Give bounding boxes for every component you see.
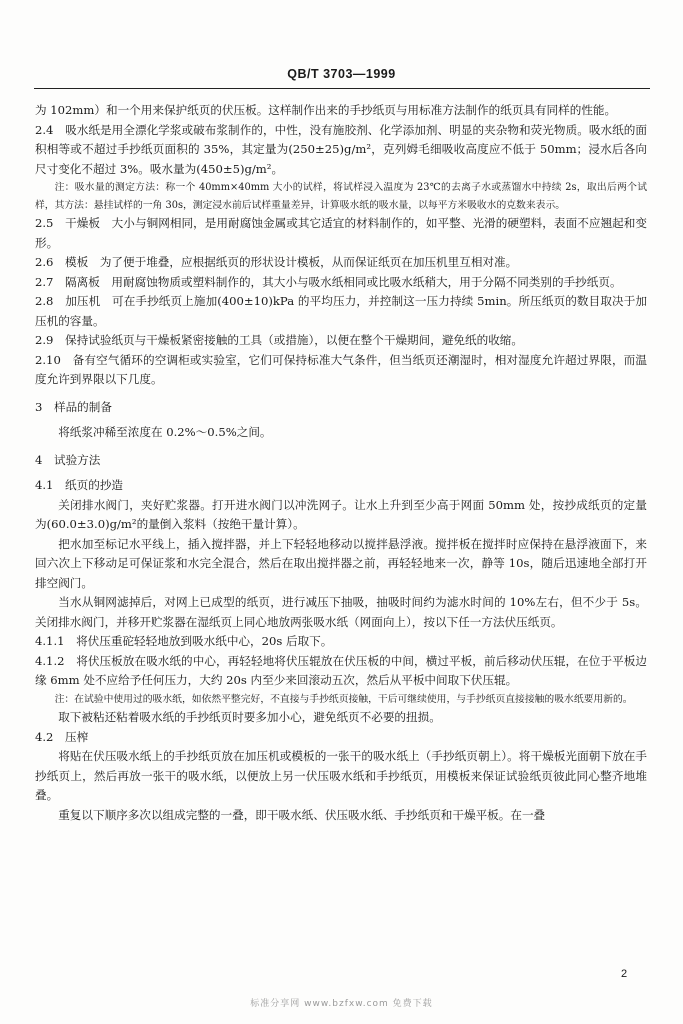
clause-2-6: 2.6 模板 为了便于堆叠，应根据纸页的形状设计模板，从而保证纸页在加压机里互相对准。 bbox=[35, 255, 518, 269]
document-body bbox=[35, 101, 647, 825]
clause-4-1-para-1: 关闭排水阀门，夹好贮浆器。打开进水阀门以冲洗网子。让水上升到至少高于网面 50mm 处，按抄成纸页的定量为(60.0±3.0)g/m²的量倒入浆料（按绝干量计算）。 bbox=[35, 497, 647, 531]
clause-4-2-heading: 4.2 压榨 bbox=[35, 729, 89, 744]
note-water-absorption: 注：吸水量的测定方法：称一个 40mm×40mm 大小的试样，将试样浸入温度为 23℃的去离子水或蒸馏水中持续 2s，取出后两个试样，其方法：悬挂试样的一角 30s，测定浸水前后试样重量差异，计算吸水纸的吸水量，以每平方米吸收水的克数来表示。 bbox=[35, 182, 647, 211]
header-rule bbox=[34, 88, 650, 89]
clause-2-8: 2.8 加压机 可在手抄纸页上施加(400±10)kPa 的平均压力，并控制这一压力持续 5min。所压纸页的数目取决于加压机的容量。 bbox=[35, 294, 647, 328]
clause-2-7: 2.7 隔离板 用耐腐蚀物质或塑料制作的，其大小与吸水纸相同或比吸水纸稍大，用于分隔不同类别的手抄纸页。 bbox=[35, 274, 622, 289]
standard-number-header: QB/T 3703—1999 bbox=[287, 67, 396, 81]
clause-4-1-2: 4.1.2 将伏压板放在吸水纸的中心，再轻轻地将伏压辊放在伏压板的中间，横过平板，前后移动伏压辊，在位于平板边缘 6mm 处不应给予任何压力，大约 20s 内至少来回滚动五次，然后从平板中间取下伏压辊。 bbox=[35, 653, 647, 687]
clause-4-2-para-2: 重复以下顺序多次以组成完整的一叠，即干吸水纸、伏压吸水纸、手抄纸页和干燥平板。在一叠 bbox=[58, 807, 546, 822]
clause-2-5: 2.5 干燥板 大小与铜网相同，是用耐腐蚀金属或其它适宜的材料制作的，如平整、光滑的硬塑料，表面不应翘起和变形。 bbox=[35, 216, 647, 250]
clause-2-10: 2.10 备有空气循环的空调柜或实验室，它们可保持标准大气条件，但当纸页还潮湿时，相对湿度允许超过界限，而温度允许到界限以下几度。 bbox=[35, 352, 647, 386]
section-3-text: 将纸浆冲稀至浓度在 0.2%～0.5%之间。 bbox=[58, 425, 272, 439]
note-blotting-paper: 注：在试验中使用过的吸水纸，如依然平整完好，不直接与手抄纸页接触，干后可继续使用，与手抄纸页直接接触的吸水纸要用新的。 bbox=[54, 693, 633, 705]
clause-4-1-1: 4.1.1 将伏压重砣轻轻地放到吸水纸中心，20s 后取下。 bbox=[35, 634, 333, 648]
clause-4-2-para-1: 将贴在伏压吸水纸上的手抄纸页放在加压机或模板的一张干的吸水纸上（手抄纸页朝上）。将干燥板光面朝下放在手抄纸页上，然后再放一张干的吸水纸，以便放上另一伏压吸水纸和手抄纸页，用模板来保证试验纸页彼此同心整齐地堆叠。 bbox=[35, 749, 647, 802]
section-3-heading: 3 样品的制备 bbox=[35, 399, 112, 414]
clause-4-1-para-4: 取下被粘还粘着吸水纸的手抄纸页时要多加小心，避免纸页不必要的扭损。 bbox=[58, 710, 441, 724]
clause-4-1-heading: 4.1 纸页的抄造 bbox=[35, 478, 124, 492]
section-4-heading: 4 试验方法 bbox=[35, 452, 101, 467]
watermark-text: 标准分享网 www.bzfxw.com 免费下载 bbox=[250, 999, 433, 1009]
clause-2-9: 2.9 保持试验纸页与干燥板紧密接触的工具（或措施），以便在整个干燥期间，避免纸的收缩。 bbox=[35, 333, 523, 347]
clause-2-4: 2.4 吸水纸是用全漂化学浆或破布浆制作的，中性，没有施胶剂、化学添加剂、明显的夹杂物和荧光物质。吸水纸的面积相等或不超过手抄纸页面积的 35%，其定量为(250±25)g/m²，克列姆毛细吸收高度应不低于 50mm；浸水后各向尺寸变化不超过 3%。吸水量为(450±5)g/m²。 bbox=[35, 122, 647, 176]
clause-4-1-para-2: 把水加至标记水平线上，插入搅拌器，并上下轻轻地移动以搅拌悬浮液。搅拌板在搅拌时应保持在悬浮液面下，来回六次上下移动足可保证浆和水完全混合，然后在取出搅拌器之前，再轻轻地来一次，静等 10s，随后迅速地全部打开排空阀门。 bbox=[35, 536, 647, 590]
page-number: 2 bbox=[621, 968, 628, 980]
paragraph-continuation: 为 102mm）和一个用来保护纸页的伏压板。这样制作出来的手抄纸页与用标准方法制作的纸页具有同样的性能。 bbox=[35, 103, 617, 117]
clause-4-1-para-3: 当水从铜网滤掉后，对网上已成型的纸页，进行减压下抽吸，抽吸时间约为滤水时间的 10%左右，但不少于 5s。关闭排水阀门，并移开贮浆器在湿纸页上同心地放两张吸水纸（网面向上），按以下任一方法伏压纸页。 bbox=[35, 595, 647, 629]
